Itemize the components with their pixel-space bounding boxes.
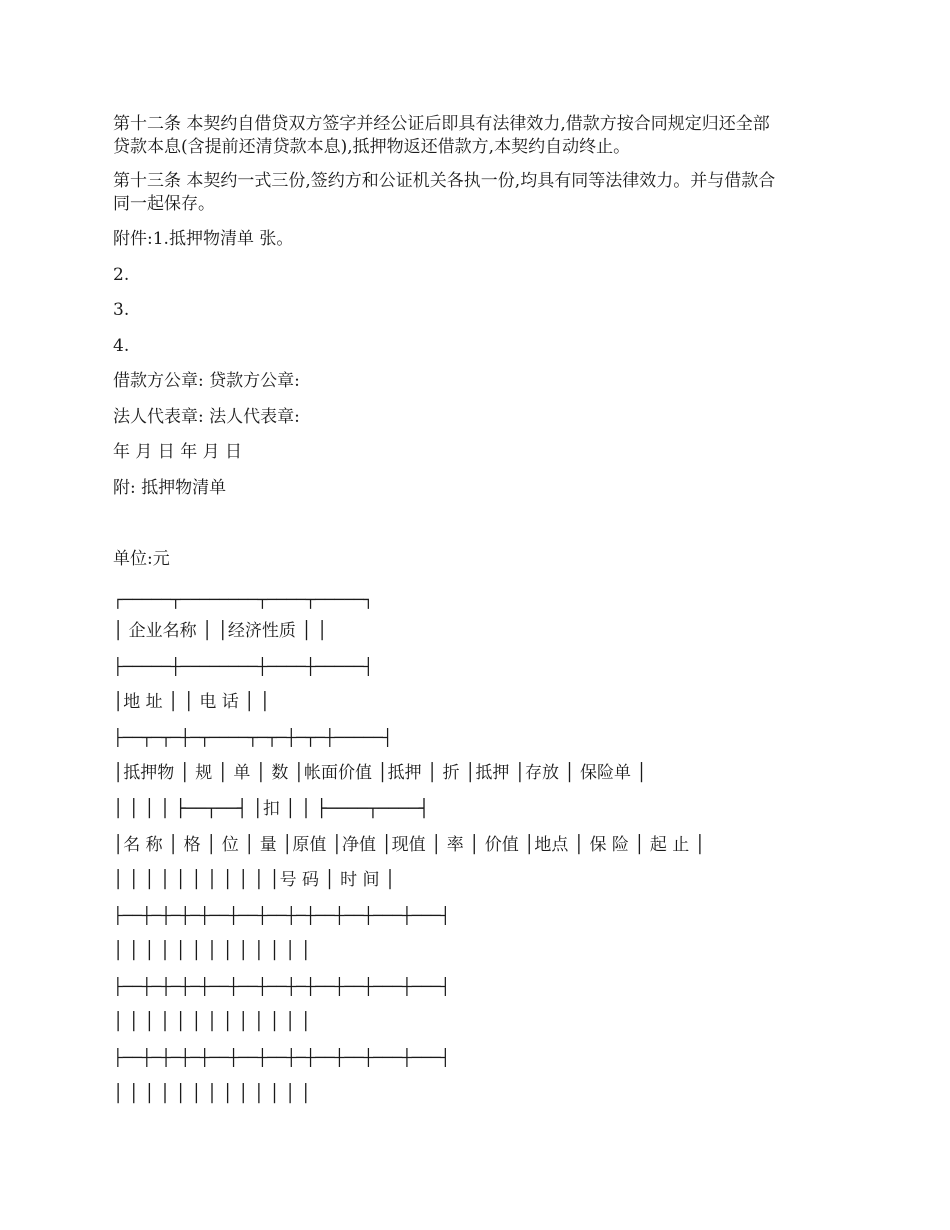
table-header-row-4: │ │ │ │ │ │ │ │ │ │ │号 码 │ 时 间 │ <box>113 870 396 890</box>
table-row: │ │ │ │ │ │ │ │ │ │ │ │ │ <box>113 941 311 961</box>
article-13-line-1: 第十三条 本契约一式三份,签约方和公证机关各执一份,均具有同等法律效力。并与借款合 <box>113 171 776 191</box>
article-12-line-2: 贷款本息(含提前还清贷款本息),抵押物返还借款方,本契约自动终止。 <box>113 137 631 157</box>
attachment-3: 3. <box>113 300 130 320</box>
article-12-line-1: 第十二条 本契约自借贷双方签字并经公证后即具有法律效力,借款方按合同规定归还全部 <box>113 114 770 134</box>
table-header-row-1: │抵押物 │ 规 │ 单 │ 数 │帐面价值 │抵押 │ 折 │抵押 │存放 │ 保险单 │ <box>113 763 647 783</box>
table-header-row-2: │ │ │ │ ├──┬──┤ │扣 │ │ ├────┬────┤ <box>113 799 430 819</box>
attachment-2: 2. <box>113 265 130 285</box>
date-line: 年 月 日 年 月 日 <box>113 442 243 462</box>
table-row: │ │ │ │ │ │ │ │ │ │ │ │ │ <box>113 1012 311 1032</box>
table-header-row-3: │名 称 │ 格 │ 位 │ 量 │原值 │净值 │现值 │ 率 │ 价值 │地点 │ 保 险 │ 起 止 │ <box>113 835 705 855</box>
table-row-address: │地 址 │ │ 电 话 │ │ <box>113 692 271 712</box>
representative-line: 法人代表章: 法人代表章: <box>113 407 300 427</box>
table-rule-top: ┌─────┬────────┬────┬─────┐ <box>113 590 374 609</box>
table-rule: ├─────┼────────┼────┼─────┤ <box>113 657 374 676</box>
appendix-title: 附: 抵押物清单 <box>113 478 227 498</box>
attachment-1: 附件:1.抵押物清单 张。 <box>113 229 294 249</box>
table-rule: ├──┼─┼─┼─┼──┼──┼──┼─┼──┼──┼───┼───┤ <box>113 977 451 996</box>
article-13 <box>113 170 835 216</box>
table-rule: ├──┬─┬─┼─┬────┬─┬─┼─┬─┼─────┤ <box>113 728 393 747</box>
article-12 <box>113 113 835 159</box>
table-rule: ├──┼─┼─┼─┼──┼──┼──┼─┼──┼──┼───┼───┤ <box>113 906 451 925</box>
unit-label: 单位:元 <box>113 549 170 569</box>
article-13-line-2: 同一起保存。 <box>113 194 215 214</box>
seal-line: 借款方公章: 贷款方公章: <box>113 371 300 391</box>
table-row-company: │ 企业名称 │ │经济性质 │ │ <box>113 621 328 641</box>
table-row: │ │ │ │ │ │ │ │ │ │ │ │ │ <box>113 1084 311 1104</box>
table-rule: ├──┼─┼─┼─┼──┼──┼──┼─┼──┼──┼───┼───┤ <box>113 1048 451 1067</box>
attachment-4: 4. <box>113 336 130 356</box>
